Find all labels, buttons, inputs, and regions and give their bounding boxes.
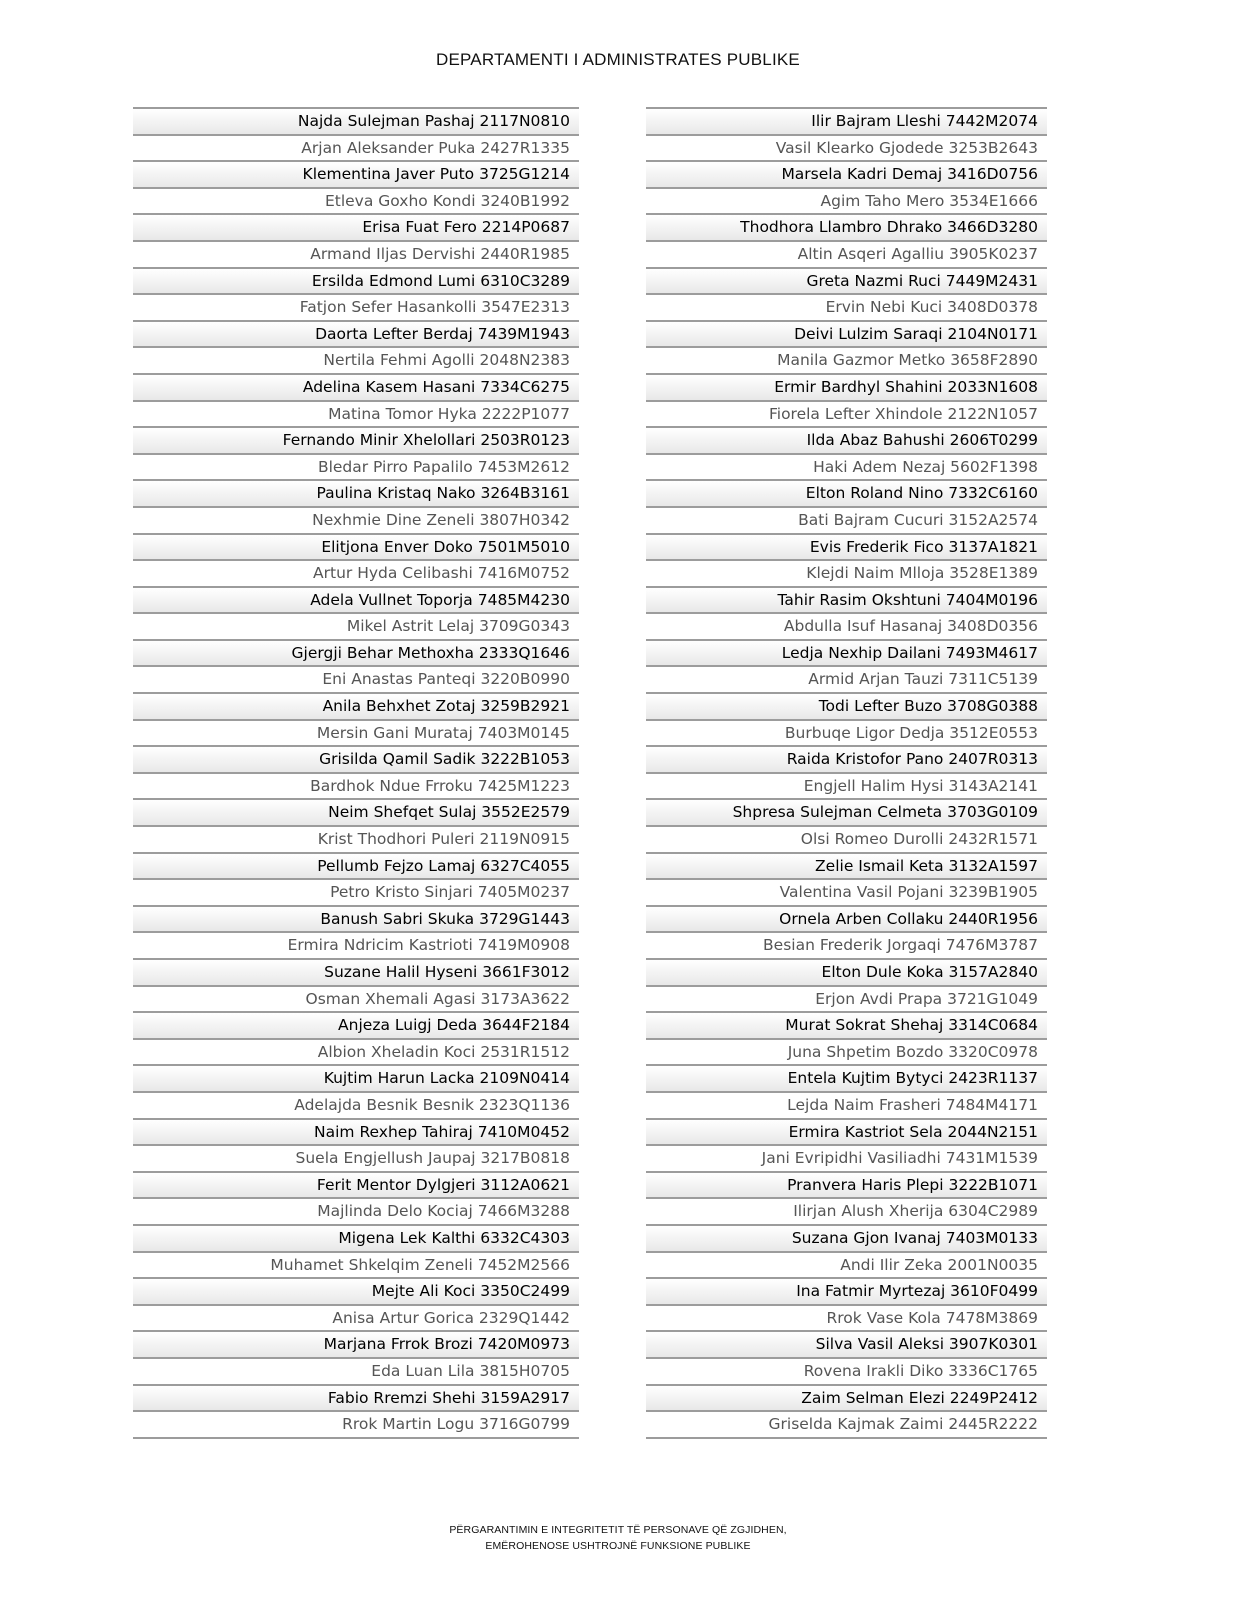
list-item: Marjana Frrok Brozi 7420M0973 — [133, 1332, 579, 1359]
list-item: Rrok Martin Logu 3716G0799 — [133, 1412, 579, 1439]
list-item: Marsela Kadri Demaj 3416D0756 — [646, 162, 1047, 189]
list-item: Deivi Lulzim Saraqi 2104N0171 — [646, 322, 1047, 349]
list-item: Artur Hyda Celibashi 7416M0752 — [133, 561, 579, 588]
list-item: Elton Dule Koka 3157A2840 — [646, 960, 1047, 987]
list-item: Rrok Vase Kola 7478M3869 — [646, 1306, 1047, 1333]
list-item: Ina Fatmir Myrtezaj 3610F0499 — [646, 1279, 1047, 1306]
list-item: Anjeza Luigj Deda 3644F2184 — [133, 1013, 579, 1040]
list-item: Ilirjan Alush Xherija 6304C2989 — [646, 1199, 1047, 1226]
list-item: Haki Adem Nezaj 5602F1398 — [646, 455, 1047, 482]
list-item: Ermir Bardhyl Shahini 2033N1608 — [646, 375, 1047, 402]
list-item: Entela Kujtim Bytyci 2423R1137 — [646, 1066, 1047, 1093]
list-item: Todi Lefter Buzo 3708G0388 — [646, 694, 1047, 721]
list-item: Agim Taho Mero 3534E1666 — [646, 189, 1047, 216]
list-item: Pellumb Fejzo Lamaj 6327C4055 — [133, 854, 579, 881]
list-item: Murat Sokrat Shehaj 3314C0684 — [646, 1013, 1047, 1040]
list-item: Neim Shefqet Sulaj 3552E2579 — [133, 800, 579, 827]
list-item: Paulina Kristaq Nako 3264B3161 — [133, 481, 579, 508]
list-item: Fabio Rremzi Shehi 3159A2917 — [133, 1386, 579, 1413]
list-item: Erisa Fuat Fero 2214P0687 — [133, 215, 579, 242]
list-item: Altin Asqeri Agalliu 3905K0237 — [646, 242, 1047, 269]
list-item: Raida Kristofor Pano 2407R0313 — [646, 747, 1047, 774]
list-item: Migena Lek Kalthi 6332C4303 — [133, 1226, 579, 1253]
list-item: Ilir Bajram Lleshi 7442M2074 — [646, 109, 1047, 136]
list-item: Adelina Kasem Hasani 7334C6275 — [133, 375, 579, 402]
list-item: Ledja Nexhip Dailani 7493M4617 — [646, 641, 1047, 668]
list-item: Mejte Ali Koci 3350C2499 — [133, 1279, 579, 1306]
list-item: Zelie Ismail Keta 3132A1597 — [646, 854, 1047, 881]
list-item: Eda Luan Lila 3815H0705 — [133, 1359, 579, 1386]
list-item: Nexhmie Dine Zeneli 3807H0342 — [133, 508, 579, 535]
list-item: Daorta Lefter Berdaj 7439M1943 — [133, 322, 579, 349]
list-item: Albion Xheladin Koci 2531R1512 — [133, 1040, 579, 1067]
list-item: Griselda Kajmak Zaimi 2445R2222 — [646, 1412, 1047, 1439]
list-item: Lejda Naim Frasheri 7484M4171 — [646, 1093, 1047, 1120]
list-item: Valentina Vasil Pojani 3239B1905 — [646, 880, 1047, 907]
list-item: Tahir Rasim Okshtuni 7404M0196 — [646, 588, 1047, 615]
list-item: Petro Kristo Sinjari 7405M0237 — [133, 880, 579, 907]
list-item: Pranvera Haris Plepi 3222B1071 — [646, 1173, 1047, 1200]
list-item: Armid Arjan Tauzi 7311C5139 — [646, 667, 1047, 694]
list-item: Olsi Romeo Durolli 2432R1571 — [646, 827, 1047, 854]
list-item: Ersilda Edmond Lumi 6310C3289 — [133, 269, 579, 296]
list-item: Engjell Halim Hysi 3143A2141 — [646, 774, 1047, 801]
list-item: Erjon Avdi Prapa 3721G1049 — [646, 987, 1047, 1014]
list-item: Ervin Nebi Kuci 3408D0378 — [646, 295, 1047, 322]
list-item: Muhamet Shkelqim Zeneli 7452M2566 — [133, 1253, 579, 1280]
left-name-column — [133, 107, 579, 1439]
list-item: Anila Behxhet Zotaj 3259B2921 — [133, 694, 579, 721]
footer-line-1: PËRGARANTIMIN E INTEGRITETIT TË PERSONAVE QË ZGJIDHEN, — [449, 1524, 787, 1536]
list-item: Ermira Ndricim Kastrioti 7419M0908 — [133, 933, 579, 960]
list-item: Bledar Pirro Papalilo 7453M2612 — [133, 455, 579, 482]
list-item: Eni Anastas Panteqi 3220B0990 — [133, 667, 579, 694]
list-item: Ferit Mentor Dylgjeri 3112A0621 — [133, 1173, 579, 1200]
list-item: Ornela Arben Collaku 2440R1956 — [646, 907, 1047, 934]
list-item: Fatjon Sefer Hasankolli 3547E2313 — [133, 295, 579, 322]
page-title: DEPARTAMENTI I ADMINISTRATES PUBLIKE — [436, 50, 800, 69]
list-item: Bati Bajram Cucuri 3152A2574 — [646, 508, 1047, 535]
list-item: Besian Frederik Jorgaqi 7476M3787 — [646, 933, 1047, 960]
list-item: Etleva Goxho Kondi 3240B1992 — [133, 189, 579, 216]
list-item: Kujtim Harun Lacka 2109N0414 — [133, 1066, 579, 1093]
list-item: Banush Sabri Skuka 3729G1443 — [133, 907, 579, 934]
list-item: Bardhok Ndue Frroku 7425M1223 — [133, 774, 579, 801]
list-item: Elitjona Enver Doko 7501M5010 — [133, 535, 579, 562]
list-item: Adelajda Besnik Besnik 2323Q1136 — [133, 1093, 579, 1120]
list-item: Evis Frederik Fico 3137A1821 — [646, 535, 1047, 562]
list-item: Suela Engjellush Jaupaj 3217B0818 — [133, 1146, 579, 1173]
list-item: Jani Evripidhi Vasiliadhi 7431M1539 — [646, 1146, 1047, 1173]
list-item: Rovena Irakli Diko 3336C1765 — [646, 1359, 1047, 1386]
list-item: Armand Iljas Dervishi 2440R1985 — [133, 242, 579, 269]
list-item: Majlinda Delo Kociaj 7466M3288 — [133, 1199, 579, 1226]
list-item: Osman Xhemali Agasi 3173A3622 — [133, 987, 579, 1014]
list-item: Fiorela Lefter Xhindole 2122N1057 — [646, 402, 1047, 429]
list-item: Thodhora Llambro Dhrako 3466D3280 — [646, 215, 1047, 242]
list-item: Nertila Fehmi Agolli 2048N2383 — [133, 348, 579, 375]
right-name-column — [646, 107, 1047, 1439]
list-item: Grisilda Qamil Sadik 3222B1053 — [133, 747, 579, 774]
list-item: Klementina Javer Puto 3725G1214 — [133, 162, 579, 189]
list-item: Mikel Astrit Lelaj 3709G0343 — [133, 614, 579, 641]
list-item: Gjergji Behar Methoxha 2333Q1646 — [133, 641, 579, 668]
list-item: Matina Tomor Hyka 2222P1077 — [133, 402, 579, 429]
list-item: Manila Gazmor Metko 3658F2890 — [646, 348, 1047, 375]
list-item: Elton Roland Nino 7332C6160 — [646, 481, 1047, 508]
footer — [0, 1522, 1236, 1554]
list-item: Vasil Klearko Gjodede 3253B2643 — [646, 136, 1047, 163]
list-item: Zaim Selman Elezi 2249P2412 — [646, 1386, 1047, 1413]
list-item: Suzane Halil Hyseni 3661F3012 — [133, 960, 579, 987]
list-item: Abdulla Isuf Hasanaj 3408D0356 — [646, 614, 1047, 641]
list-item: Arjan Aleksander Puka 2427R1335 — [133, 136, 579, 163]
list-item: Andi Ilir Zeka 2001N0035 — [646, 1253, 1047, 1280]
list-item: Anisa Artur Gorica 2329Q1442 — [133, 1306, 579, 1333]
list-item: Greta Nazmi Ruci 7449M2431 — [646, 269, 1047, 296]
list-item: Mersin Gani Murataj 7403M0145 — [133, 721, 579, 748]
list-item: Ermira Kastriot Sela 2044N2151 — [646, 1120, 1047, 1147]
list-item: Klejdi Naim Mlloja 3528E1389 — [646, 561, 1047, 588]
list-item: Fernando Minir Xhelollari 2503R0123 — [133, 428, 579, 455]
list-item: Ilda Abaz Bahushi 2606T0299 — [646, 428, 1047, 455]
footer-line-2: EMËROHENOSE USHTROJNË FUNKSIONE PUBLIKE — [485, 1540, 751, 1552]
list-item: Silva Vasil Aleksi 3907K0301 — [646, 1332, 1047, 1359]
list-item: Juna Shpetim Bozdo 3320C0978 — [646, 1040, 1047, 1067]
list-item: Najda Sulejman Pashaj 2117N0810 — [133, 109, 579, 136]
list-item: Adela Vullnet Toporja 7485M4230 — [133, 588, 579, 615]
list-item: Suzana Gjon Ivanaj 7403M0133 — [646, 1226, 1047, 1253]
list-item: Shpresa Sulejman Celmeta 3703G0109 — [646, 800, 1047, 827]
list-item: Naim Rexhep Tahiraj 7410M0452 — [133, 1120, 579, 1147]
list-item: Krist Thodhori Puleri 2119N0915 — [133, 827, 579, 854]
list-item: Burbuqe Ligor Dedja 3512E0553 — [646, 721, 1047, 748]
